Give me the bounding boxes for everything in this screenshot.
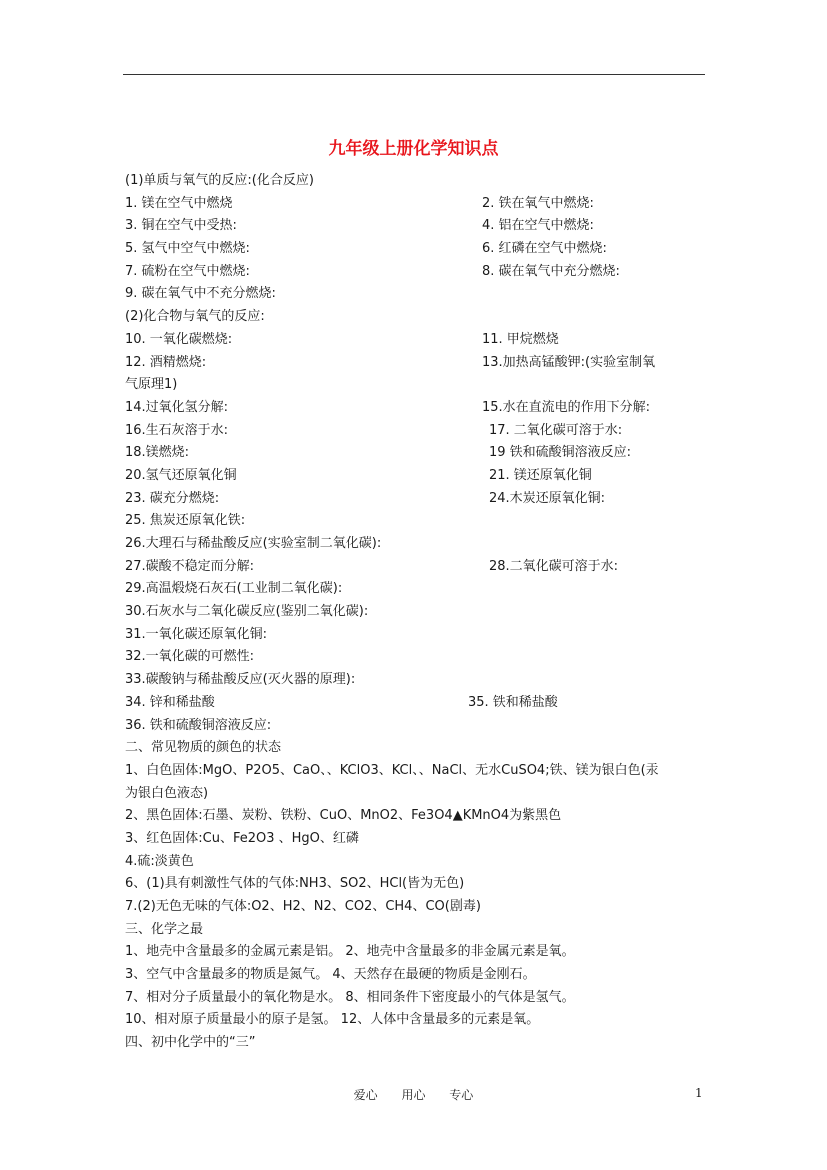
reaction-item: 23. 碳充分燃烧:: [125, 490, 220, 506]
reaction-item: 31.一氧化碳还原氧化铜:: [125, 626, 268, 642]
section-heading: [125, 306, 710, 329]
reaction-row: [125, 352, 710, 375]
header-rule: [123, 74, 705, 75]
reaction-row: [125, 578, 710, 601]
reaction-item: 34. 锌和稀盐酸: [125, 694, 215, 710]
section-heading: [125, 170, 710, 193]
reaction-row: [125, 329, 710, 352]
text-line: 7.(2)无色无味的气体:O2、H2、N2、CO2、CH4、CO(剧毒): [125, 899, 481, 914]
reaction-row: [125, 715, 710, 738]
reaction-item: 21. 镁还原氧化铜: [489, 467, 592, 483]
reaction-item: 29.高温煅烧石灰石(工业制二氧化碳):: [125, 581, 343, 597]
text-line: 二、常见物质的颜色的状态: [125, 740, 282, 756]
reaction-row: [125, 238, 710, 261]
reaction-item: 7. 硫粉在空气中燃烧:: [125, 263, 250, 279]
reaction-item: 1. 镁在空气中燃烧: [125, 195, 233, 211]
reaction-item: 气原理1): [125, 377, 178, 393]
reaction-item: 26.大理石与稀盐酸反应(实验室制二氧化碳):: [125, 536, 382, 551]
reaction-item: 32.一氧化碳的可燃性:: [125, 649, 255, 665]
reaction-item: 8. 碳在氧气中充分燃烧:: [482, 263, 620, 279]
text-line: 为银白色液态): [125, 785, 209, 801]
reaction-row: [125, 692, 710, 715]
reaction-item: 17. 二氧化碳可溶于水:: [489, 422, 623, 438]
reaction-item: 9. 碳在氧气中不充分燃烧:: [125, 286, 276, 302]
reaction-row: [125, 510, 710, 533]
reaction-row: [125, 601, 710, 624]
reaction-item: 13.加热高锰酸钾:(实验室制氧: [482, 354, 656, 370]
reaction-item: 27.碳酸不稳定而分解:: [125, 558, 255, 574]
reaction-row: [125, 669, 710, 692]
text-line: 1、白色固体:MgO、P2O5、CaO、、KClO3、KCl、、NaCl、无水CuSO4;铁、镁为银白色(汞: [125, 762, 659, 778]
reaction-row: [125, 193, 710, 216]
document-body: [125, 170, 710, 1055]
fact-line: [125, 964, 710, 987]
reaction-row: [125, 442, 710, 465]
color-line: [125, 805, 710, 828]
reaction-row: [125, 397, 710, 420]
page-title: 九年级上册化学知识点: [328, 139, 499, 159]
text-line: (1)单质与氧气的反应:(化合反应): [125, 173, 314, 188]
reaction-item: 12. 酒精燃烧:: [125, 354, 207, 370]
section-heading: [125, 737, 710, 760]
reaction-item: 2. 铁在氧气中燃烧:: [482, 195, 594, 211]
reaction-item: 5. 氢气中空气中燃烧:: [125, 241, 250, 257]
reaction-row: [125, 624, 710, 647]
text-line: 三、化学之最: [125, 921, 204, 937]
reaction-row: [125, 215, 710, 238]
reaction-item: 11. 甲烷燃烧: [482, 331, 559, 347]
color-line: [125, 896, 710, 919]
reaction-item: 3. 铜在空气中受热:: [125, 218, 237, 234]
text-line: 10、相对原子质量最小的原子是氢。 12、人体中含量最多的元素是氧。: [125, 1012, 540, 1028]
reaction-item: 36. 铁和硫酸铜溶液反应:: [125, 717, 272, 733]
text-line: 3、红色固体:Cu、Fe2O3 、HgO、红磷: [125, 830, 359, 846]
reaction-row: [125, 556, 710, 579]
text-line: 7、相对分子质量最小的氧化物是水。 8、相同条件下密度最小的气体是氢气。: [125, 989, 575, 1005]
reaction-row: [125, 283, 710, 306]
reaction-item: 18.镁燃烧:: [125, 445, 190, 461]
reaction-item: 35. 铁和稀盐酸: [468, 694, 558, 710]
reaction-row: [125, 374, 710, 397]
reaction-item: 19 铁和硫酸铜溶液反应:: [489, 445, 632, 461]
fact-line: [125, 987, 710, 1010]
reaction-item: 30.石灰水与二氧化碳反应(鉴别二氧化碳):: [125, 604, 369, 620]
reaction-item: 28.二氧化碳可溶于水:: [489, 558, 619, 574]
color-line: [125, 828, 710, 851]
text-line: 6、(1)具有刺激性气体的气体:NH3、SO2、HCl(皆为无色): [125, 876, 465, 892]
reaction-item: 10. 一氧化碳燃烧:: [125, 331, 233, 347]
text-line: (2)化合物与氧气的反应:: [125, 309, 265, 325]
reaction-row: [125, 420, 710, 443]
page-number: 1: [695, 1086, 703, 1100]
reaction-row: [125, 261, 710, 284]
reaction-item: 25. 焦炭还原氧化铁:: [125, 513, 246, 529]
color-line: [125, 783, 710, 806]
color-line: [125, 851, 710, 874]
reaction-item: 4. 铝在空气中燃烧:: [482, 218, 594, 234]
fact-line: [125, 941, 710, 964]
reaction-item: 15.水在直流电的作用下分解:: [482, 399, 651, 415]
reaction-row: [125, 533, 710, 556]
color-line: [125, 873, 710, 896]
fact-line: [125, 1009, 710, 1032]
reaction-item: 24.木炭还原氧化铜:: [489, 490, 606, 506]
reaction-item: 33.碳酸钠与稀盐酸反应(灭火器的原理):: [125, 672, 356, 688]
text-line: 4.硫:淡黄色: [125, 853, 194, 869]
reaction-item: 14.过氧化氢分解:: [125, 399, 229, 415]
section-heading: [125, 919, 710, 942]
reaction-item: 20.氢气还原氧化铜: [125, 467, 237, 483]
reaction-item: 6. 红磷在空气中燃烧:: [482, 241, 607, 257]
text-line: 2、黑色固体:石墨、炭粉、铁粉、CuO、MnO2、Fe3O4▲KMnO4为紫黑色: [125, 808, 562, 824]
text-line: 四、初中化学中的“三”: [125, 1035, 256, 1051]
reaction-item: 16.生石灰溶于水:: [125, 422, 229, 438]
text-line: 1、地壳中含量最多的金属元素是铝。 2、地壳中含量最多的非金属元素是氧。: [125, 944, 575, 960]
section-heading: [125, 1032, 710, 1055]
text-line: 3、空气中含量最多的物质是氮气。 4、天然存在最硬的物质是金刚石。: [125, 967, 536, 983]
reaction-row: [125, 646, 710, 669]
footer-motto: 爱心 用心 专心: [353, 1088, 474, 1102]
reaction-row: [125, 465, 710, 488]
color-line: [125, 760, 710, 783]
reaction-row: [125, 488, 710, 511]
